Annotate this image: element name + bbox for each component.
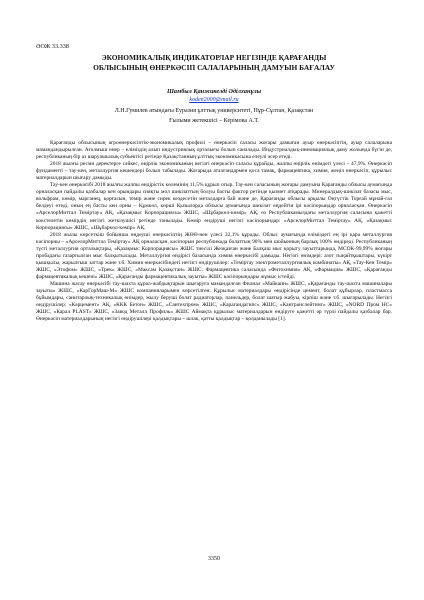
paragraph-2: 2018 жылғы ресми деректерге сәйкес, өңірлік экономиканың негізгі өнеркәсіп саласы құрайды, жалпы өңірлік өнімдегі үлесі – 47,9%. Өнеркәсіп фундаменті – тау-кен, металлургия кешендері болып табылады. Жоғарыда аталғандармен қоса тамақ, фармацевтика, химия, жеңіл өнеркәсіп, құрылыс материалдарын шығару дамыды. [36,161,392,182]
udc-code: ӘОЖ 33.338 [36,43,69,50]
paragraph-4: 2018 жылы көрсеткіш бойынша өңдеуші өнеркәсіптің ЖӨӨ-нен үлесі 32,1% құрады. Облыс аумағында еліміздегі ең ірі қара металлургия кәсіпорны – «АрселорМиттал Теміртау» АҚ орналасқан, кәсіпорын республикада болаттың 90% мен шойынның барлық 100% өндіреді. Республиканың түсті металлургия орталықтары, «Қазақмыс Корпорациясы» ЖШС тиесілі Жезқазған және Балқаш мыс қорыту зауыттарында, МСОК-99,99% жоғары пробадағы тазартылған мыс балқытылады. Металлургия өндірісі базасында химия өнеркәсібі дамыды. Негізгі өнімдері: азот тыңайтқыштары, күкірт қышқылы, жарылғыш заттар және т.б. Химия өнеркәсібіндегі негізгі өндірушілер: «Теміртау электрометаллургиялық комбинаты» АҚ, «Тау-Кен Темір» ЖШС, «Этофом» ЖШС, «Трек» ЖШС, «Максам Қазақстан» ЖШС. Фармацевтика саласында «Фитохимия» АҚ, «Фармация» ЖШС, «Қарағанды фармацевтикалық кешені» ЖШС, «Қарағанды фармацевтикалық зауыты» ЖШС кәсіпорындары жұмыс істейді. [36,231,392,280]
title-line-2: ОБЛЫСЫНЫҢ ӨНЕРКӘСІП САЛАЛАРЫНЫҢ ДАМУЫН БАҒАЛАУ [93,63,335,72]
paragraph-3: Тау-кен өнеркәсібі 2018 жылғы жалпы өндірістік көлемінің 11,5% құрып отыр. Тау-кен саласының жоғары дамуына Қарағанды облысы аумағында орналасқан пайдалы қазбалар кен орындары сияқты мол шикізаттың болуы басты фактор ретінде қызмет атқарады. Минералдық-шикізат базасы мыс, вольфрам, көмір, марганец, қорғасын, темір және сирек кездесетін металдарға бай және де, Қарағанды облысы арқылы Оңтүстік Торғай мұнай-газ белдеуі өтеді, оның ең басты кен орны – Құмкөл, көрші Қызылорда облысы аумағында шикізат өңдейтін ірі кәсіпорындар орналасқан. Өнеркәсіп «АрселорМиттал Теміртау» АҚ, «Қазақмыс Корпорациясы» ЖШС, «Шұбаркөл-көмір» АҚ, өз Республикамыздағы металлургия саласына қажетті кокстелетін көмірдің негізгі жеткізушісі ретінде танылады. Көмір өндіруші негізгі кәсіпорындар: «АрселорМиттал Теміртау» АҚ, «Қазақмыс Корпорациясы» ЖШС, «Шұбаркөл-көмір» АҚ. [36,182,392,231]
author-email-link[interactable]: koden2000@mail.ru [189,97,239,103]
title-line-1: ЭКОНОМИКАЛЫҚ ИНДИКАТОРЛАР НЕГІЗІНДЕ ҚАРАҒАНДЫ [101,53,327,62]
affiliation: Л.Н.Гумилев атындағы Еуразия ұлттық университеті, Нұр-Сұлтан, Қазақстан [114,108,314,114]
paragraph-1: Қарағанды облысының агроөнеркәсіптік-экономикалық профилі – өнеркәсіп саласы жоғары дамыған ауыр өнеркәсіптің, ауыр салаларына мамандандырылған. Атолмыш өнер – еліміздің алып индустриялық орталығы болып саналады. Индустриалдық-инновациялық даму жолында бүгін де, республиканың бір аз шаруашылық субъектісі ретінде Қазақстанның ұлттық экономикасына елеулі әсер етеді. [36,140,392,161]
page-number: 3350 [208,556,220,562]
scientific-advisor: Ғылыми жетекшісі – Керімова А.Т. [169,118,259,124]
body-text [36,140,392,323]
paragraph-5: Машина жасау өнеркәсібі тау-шахта құрал-жабдықтарын шығаруға мамандалған Филиал «Майкаин» ЖШС, «Қарағанды тау-шахта машиналары зауыты» ЖШС, «КарГорМаш-М» ЖШС компанияларымен көрсетілген. Құрылыс материалдары өндірісінде цемент, болат құбырлар, пластмасса бұйымдары, санитарлық-техникалық өнімдер, жылу беруші болат радиаторлар, панельдер, болат шатыр жабуы, кірпіш және т.б. шығарылады. Негізгі өндірушілер: «Кәрцемент» АҚ, «ККК Бетон» ЖШС, «Сантехпром» ЖШС, «Карагандагипс» ЖШС, «Кантранслейтинг» ЖШС, «NORD Пром НС» ЖШС, «Карал PLAST» ЖШС, «Завод Металл Профиль» ЖШС Аймақта құрылыс материалдарын өндіруге қажетті әр түрлі пайдалы қазбалар бар. Өнеркәсіп материалдарының негізгі өндірушілері қалдықтары – шлак, қатты қалдықтар – қолданылады [1]. [36,280,392,323]
author-name: Шамбыл Қанжикелді Әділханұлы [166,88,262,95]
